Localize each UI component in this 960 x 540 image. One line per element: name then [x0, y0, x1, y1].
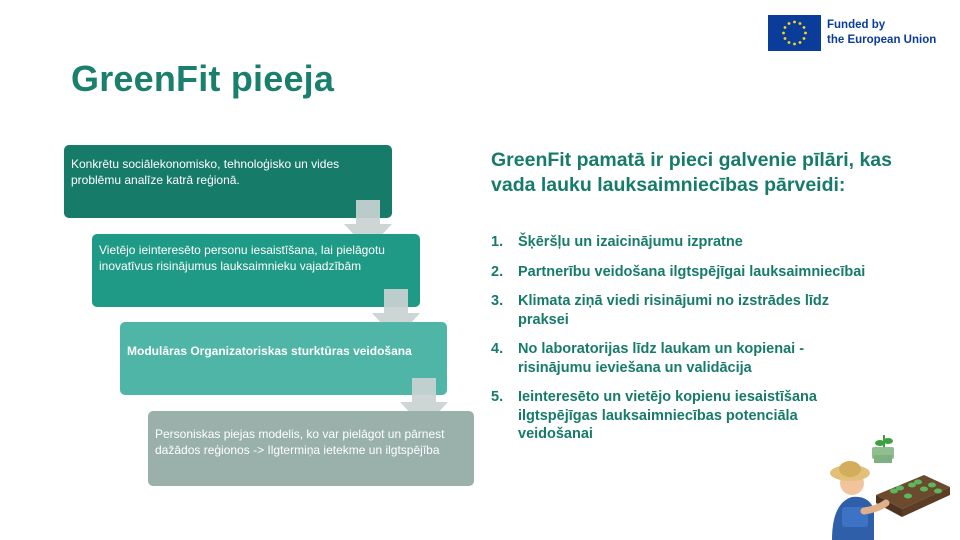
pillars-heading: GreenFit pamatā ir pieci galvenie pīlāri, kas vada lauku lauksaimniecības pārveidi:	[491, 149, 892, 196]
pillar-number: 5.	[491, 389, 504, 405]
farmer-with-seedlings-icon	[828, 425, 952, 540]
pillar-number: 1.	[491, 234, 504, 250]
pillar-item	[491, 263, 871, 282]
pillar-text: No laboratorijas līdz laukam un kopienai - risinājumu ieviešana un validācija	[518, 341, 805, 376]
process-step-4: Personiskas piejas modelis, ko var pielāgot un pārnest dažādos reģionos -> Ilgtermiņa ietekme un ilgtspējība	[148, 411, 474, 486]
pillar-text: Ieinteresēto un vietējo kopienu iesaistīšana ilgtspējīgas lauksaimniecības potenciāla veidošanai	[518, 389, 817, 442]
eu-funding-text	[827, 18, 936, 48]
pillar-text: Partnerību veidošana ilgtspējīgai lauksaimniecībai	[518, 263, 866, 280]
eu-funding-line1: Funded by	[827, 19, 886, 31]
pillar-number: 3.	[491, 293, 504, 309]
pillar-item	[491, 233, 871, 252]
pillar-item	[491, 292, 871, 329]
pillar-number: 4.	[491, 341, 504, 357]
eu-funding-line2: the European Union	[827, 34, 937, 46]
pillar-text: Šķēršļu un izaicinājumu izpratne	[518, 234, 743, 250]
pillar-item	[491, 340, 871, 377]
pillar-number: 2.	[491, 263, 504, 280]
slide-title: GreenFit pieeja	[71, 58, 335, 99]
process-step-3: Modulāras Organizatoriskas sturktūras veidošana	[120, 322, 447, 395]
process-step-1: Konkrētu sociālekonomisko, tehnoloģisko un vides problēmu analīze katrā reģionā.	[64, 145, 392, 218]
eu-funding-badge	[768, 15, 948, 51]
eu-flag-icon	[768, 15, 821, 51]
pillar-item	[491, 388, 871, 444]
process-step-2: Vietējo ieinteresēto personu iesaistīšana, lai pielāgotu inovatīvus risinājumus lauksaimnieku vajadzībām	[92, 234, 420, 307]
pillars-list	[491, 233, 871, 455]
pillar-text: Klimata ziņā viedi risinājumi no izstrādes līdz praksei	[518, 293, 830, 328]
